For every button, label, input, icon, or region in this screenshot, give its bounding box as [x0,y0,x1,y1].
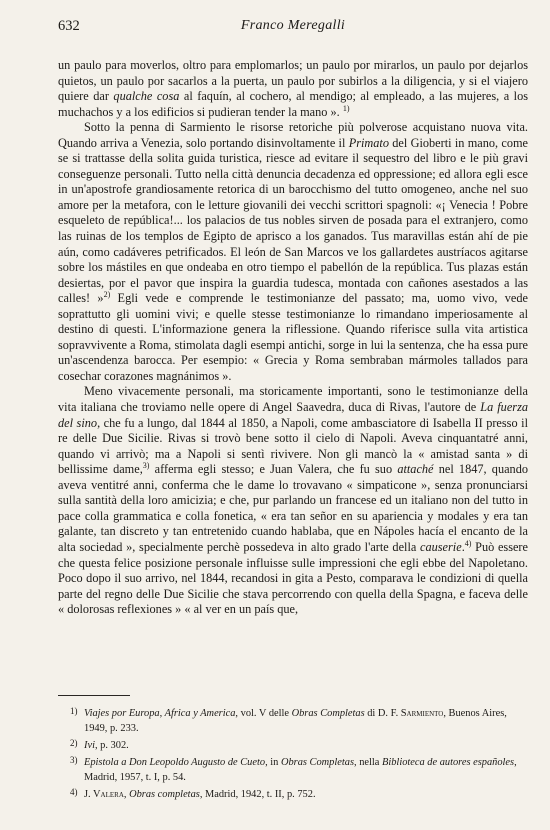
footnote-rule [58,695,130,696]
footnote-1-title: Viajes por Europa, Africa y America [84,708,236,719]
footnote-number: 3) [70,755,78,765]
footnote-3 [58,753,528,785]
footnote-3-collection: Biblioteca de autores españoles [382,757,515,768]
page [58,18,528,618]
paragraph-2-italic: Primato [348,135,389,150]
running-head [58,18,528,40]
footnote-3-text-f: , Madrid, 1957, t. I, p. 54. [84,757,517,783]
paragraph-3-italic-causerie: causerie [420,539,462,554]
paragraph-3-text-f: Può essere che questa felice posizione personale influisse sulle impressioni che egli ebbe del Napoletano. Poco dopo il suo arrivo, nel 1844, recandosi in gita a Pesto, comparava le condizioni di quella parte del regno delle Due Sicilie che stava percorrendo con quella della Spagna, e faceva delle « dolorosas reflexiones » « al ver en un país que, [58,539,528,617]
footnote-4-text-d: , Madrid, 1942, t. II, p. 752. [199,789,316,800]
paragraph-2-text-a: Sotto la penna di Sarmiento le risorse retoriche più polverose acquistano nuova vita. Quando arriva a Venezia, solo portando disinvoltamente il [58,120,528,150]
paragraph-1-italic: qualche cosa [113,89,180,104]
footnotes [58,704,528,802]
footnote-1-text-d: di D. F. [364,708,401,719]
paragraph-3-text-a: Meno vivacemente personali, ma storicamente importanti, sono le testimonianze della vita italiana che troviamo nelle opere di Angel Saavedra, duca di Rivas, l'autore de [58,384,528,415]
footnote-ref-3: 3) [142,461,150,471]
footnote-2-text-b: , p. 302. [94,740,129,751]
footnote-3-title: Epistola a Don Leopoldo Augusto de Cueto [84,757,266,768]
paragraph-2 [58,120,528,384]
footnote-2-ivi: Ivi [84,740,95,751]
footnote-2 [58,736,528,753]
paragraph-3 [58,384,528,617]
paragraph-1 [58,58,528,120]
footnote-3-text-b: , in [265,757,281,768]
footnote-3-series: Obras Completas [280,757,354,768]
footnote-1 [58,704,528,736]
paragraph-2-text-c: Egli vede e comprende le testimonianze del passato; ma, uomo vivo, vede soprattutto gli uomini vivi; e quelle stesse testimonianze lo rimandano imperiosamente al destino di questi. L'informazione genera la riflessione. Quando riferisce sulla vita artistica sopravvivente a Roma, stimolata dagli esempi antichi, sorge in lui la sentenza, che ha essa pure un'ascendenza barocca. Per esempio: « Grecia y Roma sembraban mármoles tallados para cosechar corazones magnánimos ». [58,291,528,383]
paragraph-1-text-b: al faquín, al cochero, al mendigo; al empleado, a las mujeres, a los muchachos y a los edificios si pudieran tender la mano ». [58,89,529,119]
paragraph-2-text-b: del Gioberti in mano, come se si trattasse della solita guida turistica, riesce ad evitare il sequestro del libro e le più gravi conseguenze personali. Tutto nella città denuncia decadenza ed oppressione; ed allora egli esce in un'apostrofe grandiosamente retorica di un barocchismo del tutto omogeneo, anche nel suo amore per la metafora, con le letture giovanili dei vecchi scrittori spagnoli: «¡ Venecia ! Pobre esqueleto de república!... los palacios de tus nobles sirven de posada para el extranjero, como las ruinas de los templos de Egipto de aprisco a los ganados. Tus maravillas están ahí de pie aún, como cadáveres petrificados. El león de San Marcos ve los gallardetes austríacos agitarse sobre los mástiles en que ondeaba en otro tiempo el pabellón de la república. Tus plazas están desiertas, por el pavor que inspira la guardia tudesca, montada con cañones asestados a las calles! » [58,135,529,306]
footnote-number: 2) [70,738,78,748]
body-text [58,58,528,618]
footnote-ref-4: 4) [464,538,472,548]
paragraph-3-italic-title: La fuerza del sino [58,400,528,430]
footnote-4-title: Obras completas [129,789,200,800]
footnote-4 [58,785,528,802]
footnote-3-text-d: , nella [354,757,382,768]
paragraph-1-text-a: un paulo para moverlos, oltro para emplomarlos; un paulo por mirarlos, un paulo por dejarlos quietos, un paulo por sacarlos a la puerta, un paulo por subirlos a la diligencia, y si el viajero quiere dar [58,58,528,104]
footnote-number: 1) [70,706,78,716]
footnote-ref-2: 2) [103,290,111,300]
footnote-4-text-b: , [123,789,130,800]
paragraph-3-text-e: . [461,539,465,554]
paragraph-3-text-d: nel 1847, quando aveva ventitré anni, conferma che le dame lo trovavano « simpaticone », senza pronunciarsi sulla santità della loro amicizia; e che, pur parlando un francese ed un italiano non del tutto in pace colla grammatica e colla fonetica, « era tan señor en su apariencia y modales y era tan galante, tan discreto y tan entretenido cuando hablaba, que en Nápoles hacía el encanto de la alta sociedad », specialmente perchè possedeva in alto grado l'arte della [58,462,528,554]
page-number: 632 [58,18,80,34]
footnote-1-text-b: , vol. V delle [235,708,292,719]
footnote-number: 4) [70,787,78,797]
paragraph-3-text-c: afferma egli stesso; e Juan Valera, che fu suo [149,462,398,477]
running-title: Franco Meregalli [240,18,346,33]
footnote-1-series: Obras Completas [291,708,365,719]
footnote-1-text-f: , Buenos Aires, 1949, p. 233. [84,708,507,734]
footnote-ref-1: 1) [342,103,350,113]
paragraph-3-italic-attache: attaché [397,462,434,477]
footnote-1-author: Sarmiento [400,708,444,719]
footnote-4-author: J. Valera [84,789,124,800]
paragraph-3-text-b: , che fu a lungo, dal 1844 al 1850, a Napoli, come ambasciatore di Isabella II presso il re delle Due Sicilie. Rivas si trovò bene sotto il cielo di Napoli. Aveva cinquantatré anni, quando vi arrivò; ma a Napoli si sentì rivivere. Non gli mancò la « amistad santa » di bellissime dame, [58,415,528,477]
